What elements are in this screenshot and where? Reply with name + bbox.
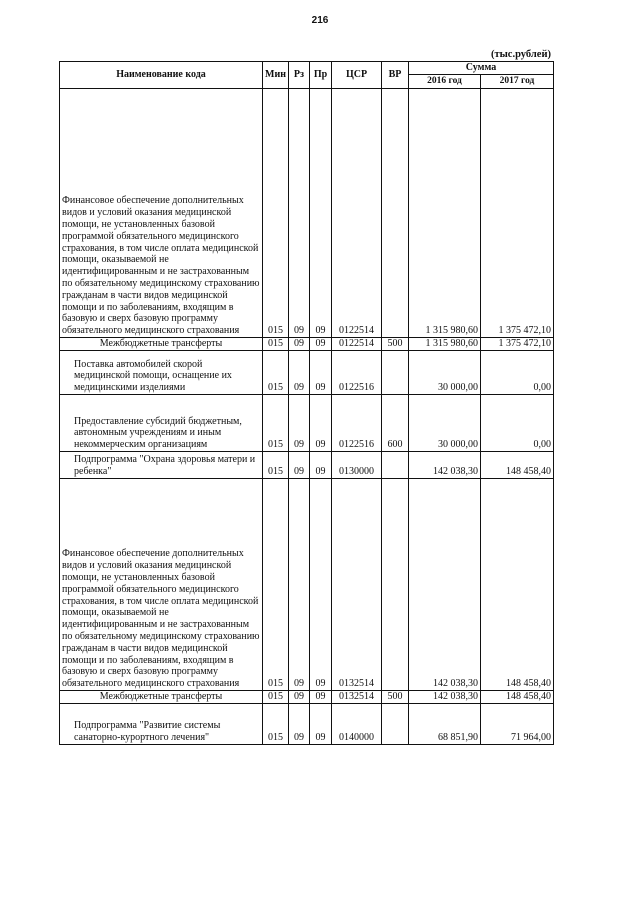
table-row [60, 89, 554, 338]
row-min: 015 [263, 338, 289, 351]
table-row [60, 691, 554, 704]
row-name: Финансовое обеспечение дополнительных видов и условий оказания медицинской помощи, не установленных базовой программой обязательного медицинского страхования, в том числе оплата медицинской помощи, оказываемой не идентифицированным и не застрахованным по обязательному медицинскому страхованию гражданам в части видов медицинской помощи и по заболеваниям, входящим в базовую и сверх базовую программу обязательного медицинского страхования [60, 89, 263, 338]
row-name: Финансовое обеспечение дополнительных видов и условий оказания медицинской помощи, не установленных базовой программой обязательного медицинского страхования, в том числе оплата медицинской помощи, оказываемой не идентифицированным и не застрахованным по обязательному медицинскому страхованию гражданам в части видов медицинской помощи и по заболеваниям, входящим в базовую и сверх базовую программу обязательного медицинского страхования [60, 479, 263, 691]
row-2016: 1 315 980,60 [409, 89, 481, 338]
row-min: 015 [263, 395, 289, 452]
row-csr: 0122514 [332, 338, 382, 351]
row-vr [382, 351, 409, 395]
row-vr [382, 704, 409, 745]
row-csr: 0130000 [332, 452, 382, 479]
row-min: 015 [263, 452, 289, 479]
row-name: Подпрограмма "Развитие системы санаторно-курортного лечения" [60, 704, 263, 745]
row-rz: 09 [289, 452, 310, 479]
row-pr: 09 [310, 338, 332, 351]
budget-table [59, 61, 554, 745]
row-2016: 142 038,30 [409, 691, 481, 704]
header-sum: Сумма [409, 62, 554, 75]
header-name: Наименование кода [60, 62, 263, 89]
row-rz: 09 [289, 691, 310, 704]
row-2017: 148 458,40 [481, 691, 554, 704]
row-name: Межбюджетные трансферты [60, 691, 263, 704]
row-2017: 1 375 472,10 [481, 89, 554, 338]
table-row [60, 479, 554, 691]
table-row [60, 395, 554, 452]
row-min: 015 [263, 89, 289, 338]
row-name: Предоставление субсидий бюджетным, автономным учреждениям и иным некоммерческим организациям [60, 395, 263, 452]
row-min: 015 [263, 691, 289, 704]
table-row [60, 338, 554, 351]
row-csr: 0122516 [332, 395, 382, 452]
table-row [60, 351, 554, 395]
row-2016: 68 851,90 [409, 704, 481, 745]
row-2016: 30 000,00 [409, 395, 481, 452]
table-row [60, 704, 554, 745]
row-min: 015 [263, 479, 289, 691]
units-label: (тыс.рублей) [490, 49, 551, 60]
row-pr: 09 [310, 395, 332, 452]
row-pr: 09 [310, 704, 332, 745]
row-rz: 09 [289, 479, 310, 691]
header-2016: 2016 год [409, 75, 481, 89]
row-vr: 600 [382, 395, 409, 452]
table-row [60, 452, 554, 479]
row-pr: 09 [310, 691, 332, 704]
row-2016: 30 000,00 [409, 351, 481, 395]
row-csr: 0132514 [332, 479, 382, 691]
row-csr: 0122516 [332, 351, 382, 395]
row-vr [382, 89, 409, 338]
row-csr: 0122514 [332, 89, 382, 338]
row-rz: 09 [289, 89, 310, 338]
row-2016: 142 038,30 [409, 479, 481, 691]
row-pr: 09 [310, 479, 332, 691]
row-rz: 09 [289, 338, 310, 351]
row-rz: 09 [289, 704, 310, 745]
row-2016: 142 038,30 [409, 452, 481, 479]
row-pr: 09 [310, 89, 332, 338]
row-min: 015 [263, 704, 289, 745]
header-min: Мин [263, 62, 289, 89]
row-vr [382, 479, 409, 691]
row-rz: 09 [289, 395, 310, 452]
row-csr: 0140000 [332, 704, 382, 745]
page-number: 216 [311, 15, 329, 26]
row-2017: 71 964,00 [481, 704, 554, 745]
row-pr: 09 [310, 351, 332, 395]
header-csr: ЦСР [332, 62, 382, 89]
row-2017: 0,00 [481, 395, 554, 452]
row-2017: 0,00 [481, 351, 554, 395]
row-rz: 09 [289, 351, 310, 395]
row-2016: 1 315 980,60 [409, 338, 481, 351]
row-min: 015 [263, 351, 289, 395]
row-pr: 09 [310, 452, 332, 479]
row-name: Межбюджетные трансферты [60, 338, 263, 351]
row-vr: 500 [382, 691, 409, 704]
row-2017: 148 458,40 [481, 479, 554, 691]
header-rz: Рз [289, 62, 310, 89]
row-2017: 1 375 472,10 [481, 338, 554, 351]
row-name: Подпрограмма "Охрана здоровья матери и ребенка" [60, 452, 263, 479]
header-vr: ВР [382, 62, 409, 89]
header-pr: Пр [310, 62, 332, 89]
row-name: Поставка автомобилей скорой медицинской помощи, оснащение их медицинскими изделиями [60, 351, 263, 395]
row-2017: 148 458,40 [481, 452, 554, 479]
row-vr [382, 452, 409, 479]
row-csr: 0132514 [332, 691, 382, 704]
row-vr: 500 [382, 338, 409, 351]
header-2017: 2017 год [481, 75, 554, 89]
